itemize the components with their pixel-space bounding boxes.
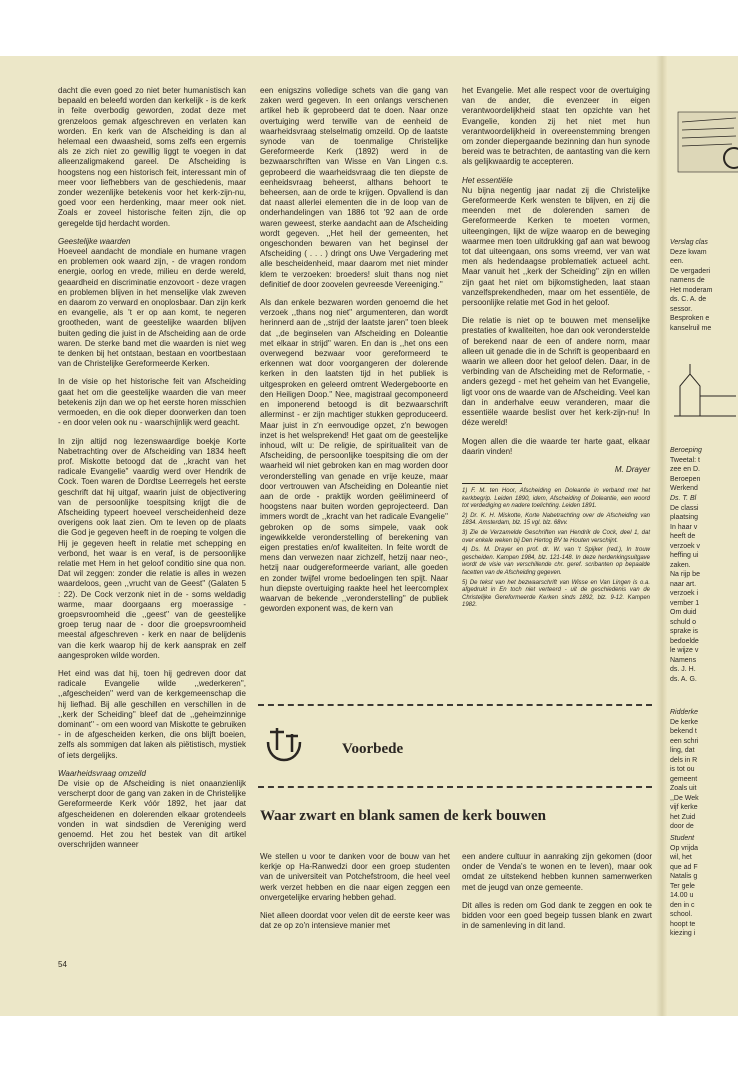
- section-line: ds. A. G.: [670, 675, 697, 683]
- right-section: [670, 494, 738, 684]
- section-line: het Zuid: [670, 813, 696, 821]
- section-line: bekend t: [670, 728, 697, 735]
- subheading-geestelijke-waarden: Geestelijke waarden: [58, 236, 131, 246]
- snippet: Besproken e: [670, 315, 710, 322]
- section-line: Op vrijda: [670, 844, 699, 852]
- paragraph: Als dan enkele bezwaren worden genoemd die het verzoek ,,thans nog niet'' argumenteren, dan wordt herinnerd aan de ,,strijd der laatste jaren'' toen bleek dat ,,de beginselen van Afscheiding en Doleantie met elkaar in strijd'' waren. En dan is ,,het ons een overwegend bezwaar voor gereformeerd te erkennen wat door voorgangeren der dolerende kerken in den laatsten tijd in het publiek is uitgesproken en geleerd omtrent Wedergeboorte en den Heiligen Doop.'' Nee, magistraal gecomponeerd en imponerend betoogd is dit bezwaarschrift allerminst - er zijn machtiger stukken geproduceerd. Maar juist in z'n eenvoudige opzet, z'n bewogen inzet is het welsprekend! Het gaat om de geestelijke inhoud, wilt u: De religie, de spiritualiteit van de Afscheiding, de persoonlijke toespitsing die om der waarheid wil niet gebroken kan en mag worden door veronderstelling van genade en vrije keuze, maar door vertrouwen van Afscheiding en Doleantie niet aan de orde - praktijk worden geëlimineerd of hoogstens naar buiten worden geprojecteerd. Dan immers wordt de ,,kracht van het radicale Evangelie'' gebroken op de soms simpele, vaak ook ingewikkelde veronderstelling of berekening van eigen prestaties en/of kwaliteiten. In feite wordt de mens dan verwezen naar zichzelf, hetzij naar neo-, hetzij naar oudgereformeerde variant, alle goeden en zonder twijfel vrome bedoelingen ten spijt. Naar hun diepste overtuiging raakte heel het leercomplex waarvan de bekende ,,veronderstelling'' de publiek geworden exponent was, de kern van: [260, 298, 448, 614]
- column-2: [260, 86, 448, 622]
- snippet: sessor.: [670, 305, 693, 313]
- section-line: ling, dat: [670, 747, 695, 754]
- church-logo-icon: [264, 724, 304, 764]
- footnote-divider: [462, 483, 522, 484]
- snippet: Deze kwam: [670, 248, 707, 256]
- right-section: [670, 708, 738, 832]
- section-heading: Ds. T. Bl: [670, 495, 697, 502]
- section-line: In haar v: [670, 523, 698, 531]
- section-line: bedoelde: [670, 637, 699, 645]
- section-line: verzoek i: [670, 590, 699, 597]
- left-page: [58, 86, 652, 996]
- column-3: [462, 86, 650, 612]
- snippet: een.: [670, 258, 684, 265]
- paragraph: Mogen allen die die waarde ter harte gaat, elkaar daarin vinden!: [462, 436, 650, 456]
- paragraph: Die relatie is niet op te bouwen met menselijke prestaties of kwaliteiten, hoe dan ook veronderstelde of berekend naar de een of andere norm, maar alleen uit genade die in de Schrift is geopenbaard en waarin we alleen door het geloof delen. Daar, in de verbinding van de Afscheiding met de Reformatie, - anders gezegd - met het geheim van het Evangelie, ligt voor ons de waarde van de Afscheiding. Veel kan dan in anderhalve eeuw veranderen, maar die essentiële waarde beslist over het kerk-zijn-nu! In déze wereld!: [462, 316, 650, 428]
- section-line: den in c: [670, 901, 695, 909]
- snippet: Het moderam: [670, 286, 713, 294]
- section-line: schuld o: [670, 618, 697, 626]
- section-line: 14.00 u: [670, 892, 694, 899]
- snippet: kanselruil me: [670, 324, 712, 332]
- section-line: verzoek v: [670, 542, 700, 550]
- section-line: Na rijp be: [670, 571, 700, 578]
- caption-text: Verslag clas: [670, 239, 708, 246]
- church-drawing-icon: [670, 356, 738, 426]
- section-line: heffing ui: [670, 552, 699, 559]
- section-heading: Student: [670, 835, 695, 842]
- section-line: door de: [670, 823, 694, 830]
- section-line: Tweetal: t: [670, 456, 700, 464]
- section-line: kiezing i: [670, 930, 696, 937]
- section-heading: Ridderke: [670, 709, 699, 716]
- paragraph: In zijn altijd nog lezenswaardige boekje Korte Nabetrachting over de Afscheiding van 1834 heeft prof. Miskotte betoogd dat de ,,kracht van het radicale Evangelie'' vaardig werd over Hendrik de Cock. Toen waren de Dordtse Leerregels het eerste geschrift dat hij uitgaf, waarin juist de objectivering van de persoonlijke toespitsing krijgt die de Afscheiding typeert hoeveel verscheidenheid deze overigens ook laat zien. Om te leven op de plaats die God je gegeven heeft in de roeping te volgen die Hij je gegeven heeft in relatie met schepping en verbond, het waar is en veraf, is de persoonlijke relatie met Hem in het geloof conditio sine qua non. Dat wil zeggen: zonder die relatie is alles in wezen waardeloos, geen ,,vrucht van de Geest'' (Galaten 5 : 22). De Cock verzonk niet in de - soms weldadig warme, maar doorgaans erg moerassige - groepsvroomheid die ,,geest'' van de geestelijke groep terug naar de - door die groepsvroomheid meestal afgeschreven - kerk en naar de belijdenis van die kerk waarop hij de kerk aansprak en zelf aangesproken wilde worden.: [58, 436, 246, 660]
- section-line: sprake is: [670, 628, 699, 635]
- section-line: Ter gele: [670, 882, 695, 890]
- section-line: dels in R: [670, 756, 698, 764]
- article-column-1: [260, 852, 450, 939]
- subheading-waarheidsvraag: Waarheidsvraag omzeild: [58, 768, 146, 778]
- article-title: Waar zwart en blank samen de kerk bouwen: [260, 808, 546, 824]
- page-number: 54: [58, 960, 67, 969]
- section-line: Zoals uit: [670, 785, 697, 792]
- paragraph: In de visie op het historische feit van Afscheiding gaat het om die geestelijke waarden die van meer betekenis zijn dan we op het eerste horen misschien vermoeden, en die ook dieper doorwerken dan toen - en door velen ook nu - waarschijnlijk werd geacht.: [58, 377, 246, 428]
- section-line: naar art.: [670, 580, 697, 588]
- footnote: 2) Dr. K. H. Miskotte, Korte Nabetrachting over de Afscheiding van 1834. Amsterdam, blz. 15 vgl. blz. 68vv.: [462, 512, 650, 527]
- paragraph: dacht die even goed zo niet beter humanistisch kan bepaald en beleefd worden dan kerkelijk - is de kerk in feite overbodig geworden, zodat deze met grenzeloos gemak afgeschreven en verlaten kan worden. En kerk van de Afscheiding is dan al helemaal een dwaasheid, soms zelfs een ergernis als ze zich niet zo gewillig liggt te voegen in dat alleenzaligmakend gareel. De Afscheiding is hoogstens nog een historisch feit, interessant min of meer voor liefhebbers van de geschiedenis, maar zonder wezenlijke betekenis voor het kerk-zijn-nu, goed voor een herdenking, maar meer ook niet. Zoals er zoveel historische feiten zijn, die op geregelde tijd herdacht worden.: [58, 86, 246, 228]
- snippet: namens de: [670, 277, 705, 284]
- section-line: Werkend: [670, 485, 698, 492]
- section-line: Om duid: [670, 609, 697, 616]
- section-line: school.: [670, 911, 693, 918]
- paragraph: een enigszins volledige schets van die gang van zaken werd gegeven. In een onlangs verschenen artikel heb ik geprobeerd dat te doen. Naar onze overtuiging werd terwille van de eenheid de waarheidsvraag stelselmatig omzeild. Op de laatste synode van de toenmalige Christelijke Gereformeerde Kerk (1892) werd in de bezwaarschriften van Wisse en Van Lingen c.s. geprobeerd die waarheidsvraag die ten diepste de eenheidsvraag beheerst, althans behoort te beheersen, aan de orde te krijgen. Opvallend is dan dat naast allerlei elementen die in de loop van de onderhandelingen van 1886 tot '92 aan de orde waren geweest, sterke aandacht aan de Afscheiding wordt gegeven. ,,Het heil der gemeenten, het ongeschonden bewaren van het beginsel der Afscheiding ( . . . ) dringt ons Uwe Vergadering met alle bescheidenheid, maar daarom met niet minder klem te verzoeken: broeders! sluit thans nog niet definitief de door zoovelen gevreesde Vereeniging.'': [260, 86, 448, 289]
- column-1: [58, 86, 246, 858]
- paragraph: Het eind was dat hij, toen hij gedreven door dat radicale Evangelie wilde ,,wederkeren'', ,,afgescheiden'' werd van de kerkgemeenschap die hij liefhad. Bij alle geschillen en verschillen in de ,,kerk der Scheiding'' bleef dat de ,,geheimzinnige dominant'' - om een woord van Miskotte te gebruiken - in de afgescheiden kerken, die ons blijft boeien, zelfs als sommigen dat laken als piëtistisch, mystiek of iets dergelijks.: [58, 668, 246, 760]
- section-line: een schri: [670, 737, 699, 745]
- divider-top: [258, 704, 652, 706]
- section-line: is tot ou: [670, 766, 695, 773]
- section-line: ds. J. H.: [670, 666, 696, 673]
- section-line: De classi: [670, 504, 699, 512]
- section-line: plaatsing: [670, 514, 699, 521]
- section-line: zaken.: [670, 561, 691, 569]
- section-line: Namens: [670, 656, 697, 664]
- author-signature: M. Drayer: [614, 464, 650, 474]
- section-heading: Beroeping: [670, 447, 702, 454]
- paragraph: Dit alles is reden om God dank te zeggen en ook te bidden voor een goed begeip tussen blank en zwart in de samenleving in dit land.: [462, 900, 652, 931]
- snippet: De vergaderi: [670, 267, 711, 275]
- right-caption: [670, 238, 738, 333]
- section-line: heeft de: [670, 533, 696, 540]
- divider-bottom: [258, 786, 652, 788]
- section-line: hoopt te: [670, 920, 696, 928]
- section-line: De kerke: [670, 718, 699, 726]
- right-page-fragment: [668, 56, 738, 1016]
- footnote: 3) Zie de Verzamelde Geschriften van Hendrik de Cock, deel 1, dat over enkele weken bij Den Hertog BV te Houten verschijnt.: [462, 530, 650, 544]
- paragraph: Hoeveel aandacht de mondiale en humane vragen en problemen ook waard zijn, - de vragen rondom energie, oorlog en vrede, milieu en derde wereld, geaardheid en discriminatie enzovoort - deze vragen en problemen blijven in het menselijke vlak zweven en daarom zo verward en onoplosbaar. Dan zijn kerk en evangelie, als 't er op aan komt, te negeren grootheden, want de geestelijke waarden blijven buiten geding die juist in de Afscheiding aan de orde waren. De sterke band met die waarden is niet weg te denken bij het ontstaan, bestaan en voortbestaan van de Christelijke Gereformeerde Kerken.: [58, 247, 246, 369]
- section-line: ,,De Wek: [670, 794, 699, 802]
- footnote: 4) Ds. M. Drayer en prof. dr. W. van 't Spijker (red.), In trouw gescheiden. Kampen 1984, blz. 121-148. In deze herdenkingsuitgave wordt de visie van verschillende chr. geref. scribanten op bepaalde facetten van de Afscheiding gegeven.: [462, 547, 650, 577]
- snippet: ds. C. A. de: [670, 296, 707, 303]
- section-line: vijf kerke: [670, 804, 698, 811]
- section-line: le wijze v: [670, 647, 699, 654]
- footnotes: [462, 483, 650, 610]
- paragraph: het Evangelie. Met alle respect voor de overtuiging van de ander, die evenzeer in eigen verantwoordelijkheid staat ten opzichte van het Evangelie, konden zij het niet met hun verantwoordelijkheid in overeenstemming brengen om zonder diepergaande bezinning dan hun synode bereid was te betrachten, de aantasting van die kern als gelijkwaardig te accepteren.: [462, 86, 650, 167]
- paragraph: een andere cultuur in aanraking zijn gekomen (door onder de Venda's te wonen en te leven), maar ook omdat ze uitstekend hebben kunnen samenwerken met de jeugd van onze gemeente.: [462, 852, 652, 892]
- paragraph: We stellen u voor te danken voor de bouw van het kerkje op Ha-Ranwedzi door een groep studenten van de universiteit van Potchefstroom, die heel veel werk verzet hebben en die naar eigen zeggen een onvergetelijke ervaring hebben gehad.: [260, 852, 450, 902]
- section-line: wil, het: [670, 854, 692, 861]
- article-column-2: [462, 852, 652, 939]
- paragraph: Nu bijna negentig jaar nadat zij die Christelijke Gereformeerde Kerk wensten te blijven, en zij die meenden met de dolerenden samen de Gereformeerde Kerken te moeten vormen, uiteengingen, lijkt de wijze waarop en de beweging waarmee men toen uitdrukking gaf aan wat bewoog tot dat uiteengaan, ons soms vreemd, ver van wat men als hedendaagse problematiek actueel acht. Maar vanuit het ,,kerk der Scheiding'' zijn en willen zijn gaat het niet om bijkomstigheden, laat staan vanzelfsprekendheden, maar om het essentiële, de persoonlijke relatie met God in het geloof.: [462, 185, 650, 308]
- section-line: vember 1: [670, 599, 700, 607]
- section-line: gemeent: [670, 775, 698, 783]
- paragraph: Niet alleen doordat voor velen dit de eerste keer was dat ze op zo'n intensieve manier met: [260, 911, 450, 931]
- section-line: Beroepen: [670, 475, 701, 483]
- right-section: [670, 446, 738, 494]
- book-gutter: [656, 56, 668, 1016]
- footnote: 5) De tekst van het bezwaarschrift van Wisse en Van Lingen is o.a. afgedrukt in En toch niet verteerd - uit de geschiedenis van de Christelijke Gereformeerde Kerken sinds 1892, blz. 9-12. Kampen 1982.: [462, 579, 650, 609]
- subheading-het-essentiele: Het essentiële: [462, 175, 513, 185]
- footnote: 1) F. M. ten Hoor, Afscheiding en Doleantie in verband met het kerkbegrip. Leiden 1890, idem, Afscheiding of Doleantie, een woord tot verdediging en nadere toelichting. Leiden 1891.: [462, 488, 650, 510]
- document-photo-icon: [676, 106, 738, 206]
- section-line: Natalis g: [670, 873, 698, 880]
- paragraph: De visie op de Afscheiding is niet onaanzienlijk verscherpt door de gang van zaken in de Christelijke Gereformeerde Kerk vóór 1892, het jaar dat afgescheidenen en dolerenden elkaar grotendeels vonden in wat sindsdien de Vereniging werd genoemd. Het zou het bestek van dit artikel overschrijden wanneer: [58, 779, 246, 850]
- right-section: [670, 834, 738, 939]
- section-line: zee en D.: [670, 466, 700, 473]
- section-line: que ad F: [670, 863, 698, 871]
- voorbede-heading: Voorbede: [342, 741, 404, 757]
